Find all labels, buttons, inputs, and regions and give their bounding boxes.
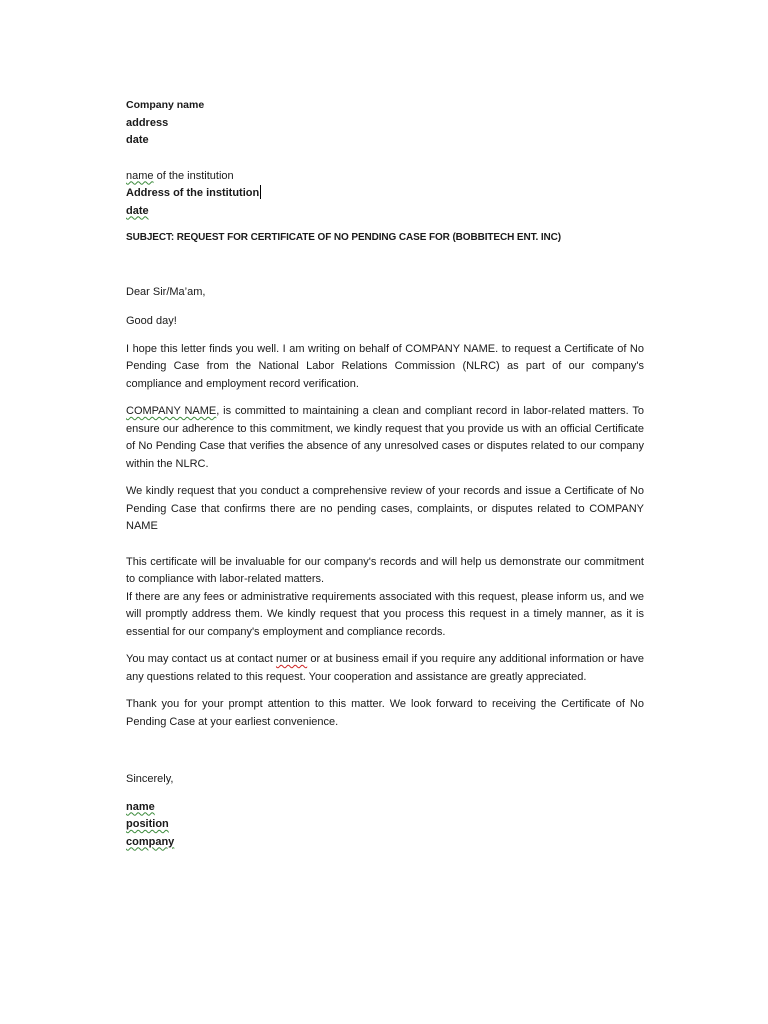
signature-block (126, 799, 644, 852)
signature-company-line (126, 834, 644, 852)
recipient-date: date (126, 204, 149, 217)
greeting: Good day! (126, 315, 177, 327)
recipient-name-word: name (126, 169, 154, 182)
text-cursor (260, 185, 261, 199)
paragraph-6-a: You may contact us at contact (126, 653, 276, 665)
paragraph-5: If there are any fees or administrative requirements associated with this request, please inform us, and we will promptly address them. We kindly request that you process this request in a timely manner, as it is essential for our company's employment and compliance records. (126, 590, 644, 638)
closing: Sincerely, (126, 773, 174, 785)
paragraph-4: This certificate will be invaluable for our company's records and will help us demonstrate our commitment to compliance with labor-related matters. (126, 555, 644, 585)
signature-position: position (126, 818, 169, 830)
paragraph-7: Thank you for your prompt attention to this matter. We look forward to receiving the Certificate of No Pending Case at your earliest convenience. (126, 698, 644, 728)
recipient-date-line (126, 203, 644, 221)
sender-block (126, 97, 644, 150)
recipient-address-line (126, 185, 644, 203)
paragraph-2 (126, 403, 644, 473)
sender-address: address (126, 116, 169, 129)
greeting-block (126, 313, 644, 331)
closing-block (126, 771, 644, 789)
sender-date: date (126, 134, 149, 146)
recipient-block (126, 168, 644, 221)
paragraph-6-c: or at business email if you require any additional information or have any questions related to this request. Your cooperation and assistance are greatly appreciated. (126, 653, 645, 683)
salutation: Dear Sir/Ma’am, (126, 285, 206, 298)
salutation-block (126, 284, 644, 302)
paragraph-3: We kindly request that you conduct a comprehensive review of your records and issue a Certificate of No Pending Case that confirms there are no pending cases, complaints, or disputes related to COMPANY NAME (126, 485, 644, 532)
signature-name-line (126, 799, 644, 817)
paragraph-6 (126, 651, 644, 686)
signature-name: name (126, 800, 155, 813)
paragraph-2-lead: COMPANY NAME (126, 405, 217, 417)
signature-position-line (126, 816, 644, 834)
subject-block (126, 229, 644, 247)
paragraph-2-rest: , is committed to maintaining a clean and compliant record in labor-related matters. To ensure our adherence to this commitment, we kindly request that you provide us with an official Certificate of No Pending Case that verifies the absence of any unresolved cases or disputes related to our company within the NLRC. (126, 405, 644, 470)
recipient-name-line (126, 168, 644, 186)
paragraph-6-misspelled: numer (275, 653, 308, 665)
recipient-name-rest: of the institution (153, 169, 234, 182)
letter-body (126, 97, 644, 851)
sender-company-name: Company name (126, 99, 205, 111)
signature-company: company (126, 835, 175, 848)
paragraph-1: I hope this letter finds you well. I am writing on behalf of COMPANY NAME. to request a Certificate of No Pending Case from the National Labor Relations Commission (NLRC) as part of our company's compliance and employment record verification. (126, 342, 644, 390)
recipient-address: Address of the institution (126, 187, 260, 199)
subject-line: SUBJECT: REQUEST FOR CERTIFICATE OF NO PENDING CASE FOR (BOBBITECH ENT. INC) (126, 232, 562, 243)
